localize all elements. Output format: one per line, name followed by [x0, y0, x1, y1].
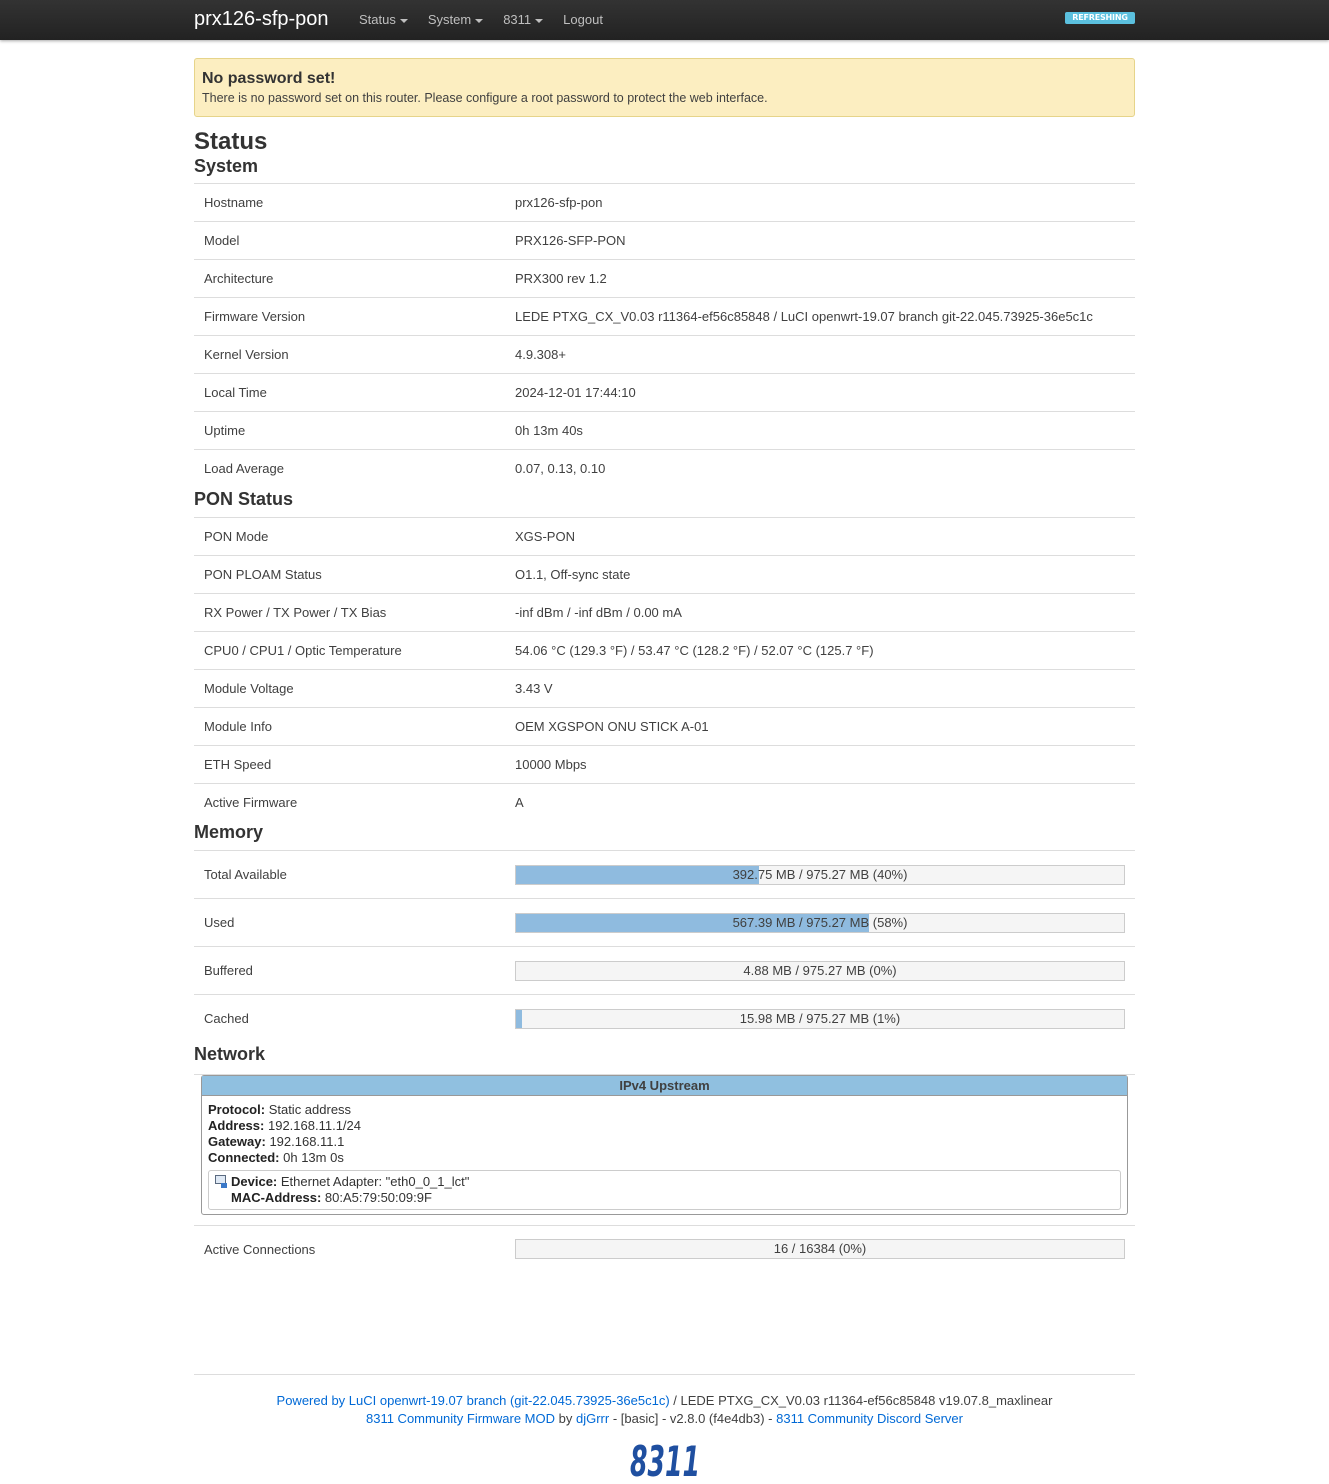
row-value — [505, 1225, 1135, 1273]
row-value: 2024-12-01 17:44:10 — [505, 374, 1135, 412]
mac-label: MAC-Address: — [231, 1189, 322, 1205]
row-value: -inf dBm / -inf dBm / 0.00 mA — [505, 593, 1135, 631]
brand-link[interactable]: prx126-sfp-pon — [194, 8, 329, 30]
logo-text: 8311 — [630, 1437, 700, 1484]
table-row — [194, 184, 1135, 222]
row-value: PRX300 rev 1.2 — [505, 260, 1135, 298]
row-key: Used — [194, 899, 505, 947]
footer-line-2 — [194, 1410, 1135, 1428]
network-upstream-row — [194, 1074, 1135, 1215]
nav-8311-menu[interactable] — [493, 0, 553, 40]
protocol-line — [208, 1102, 1121, 1118]
main-nav — [349, 0, 613, 40]
protocol-value: Static address — [268, 1101, 352, 1117]
system-table — [194, 183, 1135, 488]
connected-label: Connected: — [208, 1149, 280, 1165]
row-key: Local Time — [194, 374, 505, 412]
discord-link[interactable]: 8311 Community Discord Server — [776, 1411, 963, 1426]
table-row — [194, 995, 1135, 1043]
device-line — [231, 1174, 469, 1190]
nav-8311-label: 8311 — [503, 12, 532, 27]
nav-system-label: System — [427, 12, 472, 27]
progress-text: 392.75 MB / 975.27 MB (40%) — [732, 866, 908, 882]
nav-logout-label: Logout — [563, 12, 603, 27]
row-value: XGS-PON — [505, 517, 1135, 555]
nav-status-menu[interactable] — [349, 0, 418, 40]
caret-down-icon — [475, 19, 483, 23]
row-key: Uptime — [194, 412, 505, 450]
table-row — [194, 631, 1135, 669]
row-value — [505, 995, 1135, 1043]
row-value: 0.07, 0.13, 0.10 — [505, 450, 1135, 488]
row-key: PON PLOAM Status — [194, 555, 505, 593]
table-row — [194, 555, 1135, 593]
active-connections-progress-bar — [515, 1239, 1125, 1259]
table-row — [194, 374, 1135, 412]
row-key: Active Firmware — [194, 783, 505, 821]
refreshing-badge[interactable]: REFRESHING — [1065, 12, 1135, 24]
row-value: OEM XGSPON ONU STICK A-01 — [505, 707, 1135, 745]
community-firmware-link[interactable]: 8311 Community Firmware MOD — [365, 1411, 556, 1426]
memory-total-progress-bar — [515, 865, 1125, 885]
table-row — [194, 412, 1135, 450]
mac-line — [231, 1190, 469, 1206]
memory-section-title: Memory — [194, 822, 264, 842]
table-row — [194, 1225, 1135, 1273]
ethernet-adapter-icon — [214, 1175, 228, 1189]
device-label: Device: — [231, 1173, 278, 1189]
alert-title: No password set! — [202, 70, 336, 87]
row-key: CPU0 / CPU1 / Optic Temperature — [194, 631, 505, 669]
footer-by-text: by — [555, 1411, 576, 1426]
connections-table — [194, 1225, 1135, 1274]
row-key: Active Connections — [194, 1225, 505, 1273]
caret-down-icon — [535, 19, 543, 23]
memory-table — [194, 850, 1135, 1043]
progress-text: 4.88 MB / 975.27 MB (0%) — [743, 962, 897, 978]
device-details — [231, 1174, 469, 1206]
memory-cached-progress-bar — [515, 1009, 1125, 1029]
page-footer — [194, 1374, 1135, 1428]
table-row — [194, 450, 1135, 488]
row-key: Load Average — [194, 450, 505, 488]
mac-value: 80:A5:79:50:09:9F — [324, 1189, 432, 1205]
row-value: LEDE PTXG_CX_V0.03 r11364-ef56c85848 / LuCI openwrt-19.07 branch git-22.045.73925-36e5c1c — [505, 298, 1135, 336]
table-row — [194, 336, 1135, 374]
row-key: PON Mode — [194, 517, 505, 555]
memory-used-progress-bar — [515, 913, 1125, 933]
row-key: Module Voltage — [194, 669, 505, 707]
row-key: RX Power / TX Power / TX Bias — [194, 593, 505, 631]
row-value — [505, 947, 1135, 995]
row-value: 54.06 °C (129.3 °F) / 53.47 °C (128.2 °F) / 52.07 °C (125.7 °F) — [505, 631, 1135, 669]
address-label: Address: — [208, 1117, 265, 1133]
connected-line — [208, 1150, 1121, 1166]
caret-down-icon — [400, 19, 408, 23]
table-row — [194, 707, 1135, 745]
table-row — [194, 783, 1135, 821]
row-key: Hostname — [194, 184, 505, 222]
row-value: 3.43 V — [505, 669, 1135, 707]
row-key: ETH Speed — [194, 745, 505, 783]
gateway-label: Gateway: — [208, 1133, 266, 1149]
nav-logout-link[interactable] — [553, 0, 613, 40]
row-value: PRX126-SFP-PON — [505, 222, 1135, 260]
network-section-title: Network — [194, 1043, 266, 1064]
row-value — [505, 899, 1135, 947]
address-line — [208, 1118, 1121, 1134]
nav-system-menu[interactable] — [418, 0, 493, 40]
table-row — [194, 899, 1135, 947]
row-value: 4.9.308+ — [505, 336, 1135, 374]
table-row — [194, 593, 1135, 631]
pon-table — [194, 517, 1135, 822]
row-value: 0h 13m 40s — [505, 412, 1135, 450]
main-content — [194, 58, 1135, 1273]
row-key: Model — [194, 222, 505, 260]
footer-mod-version: - [basic] - v2.8.0 (f4e4db3) - — [609, 1411, 777, 1426]
protocol-label: Protocol: — [208, 1101, 266, 1117]
page-title: Status — [194, 128, 268, 155]
table-row — [194, 669, 1135, 707]
progress-text: 16 / 16384 (0%) — [773, 1241, 867, 1257]
address-value: 192.168.11.1/24 — [267, 1117, 361, 1133]
gateway-line — [208, 1134, 1121, 1150]
nav-status-label: Status — [359, 12, 396, 27]
table-row — [194, 745, 1135, 783]
alert-text: There is no password set on this router. Please configure a root password to protect the web interface. — [202, 91, 768, 105]
table-row — [194, 851, 1135, 899]
row-key: Total Available — [194, 851, 505, 899]
table-row — [194, 947, 1135, 995]
luci-link[interactable]: Powered by LuCI openwrt-19.07 branch (git-22.045.73925-36e5c1c) — [276, 1393, 670, 1408]
table-row — [194, 260, 1135, 298]
row-value — [505, 851, 1135, 899]
row-key: Module Info — [194, 707, 505, 745]
gateway-value: 192.168.11.1 — [269, 1133, 345, 1149]
row-value: prx126-sfp-pon — [505, 184, 1135, 222]
table-row — [194, 222, 1135, 260]
row-key: Firmware Version — [194, 298, 505, 336]
8311-logo — [629, 1437, 701, 1484]
progress-text: 567.39 MB / 975.27 MB (58%) — [732, 914, 908, 930]
author-link[interactable]: djGrrr — [575, 1411, 610, 1426]
row-value: 10000 Mbps — [505, 745, 1135, 783]
row-value: O1.1, Off-sync state — [505, 555, 1135, 593]
system-section-title: System — [194, 156, 259, 176]
device-box — [208, 1170, 1121, 1210]
table-row — [194, 517, 1135, 555]
footer-version-text: / LEDE PTXG_CX_V0.03 r11364-ef56c85848 v19.07.8_maxlinear — [669, 1393, 1053, 1408]
row-key: Cached — [194, 995, 505, 1043]
footer-line-1 — [194, 1392, 1135, 1410]
progress-text: 15.98 MB / 975.27 MB (1%) — [739, 1010, 901, 1026]
ipv4-upstream-details — [202, 1096, 1127, 1214]
row-key: Architecture — [194, 260, 505, 298]
ipv4-upstream-title: IPv4 Upstream — [202, 1076, 1127, 1096]
row-value: A — [505, 783, 1135, 821]
top-navbar — [0, 0, 1329, 40]
device-value: Ethernet Adapter: "eth0_0_1_lct" — [280, 1173, 470, 1189]
no-password-alert — [194, 58, 1135, 117]
memory-buffered-progress-bar — [515, 961, 1125, 981]
ipv4-upstream-box — [201, 1075, 1128, 1215]
row-key: Kernel Version — [194, 336, 505, 374]
connected-value: 0h 13m 0s — [283, 1149, 344, 1165]
pon-section-title: PON Status — [194, 488, 294, 509]
row-key: Buffered — [194, 947, 505, 995]
table-row — [194, 298, 1135, 336]
